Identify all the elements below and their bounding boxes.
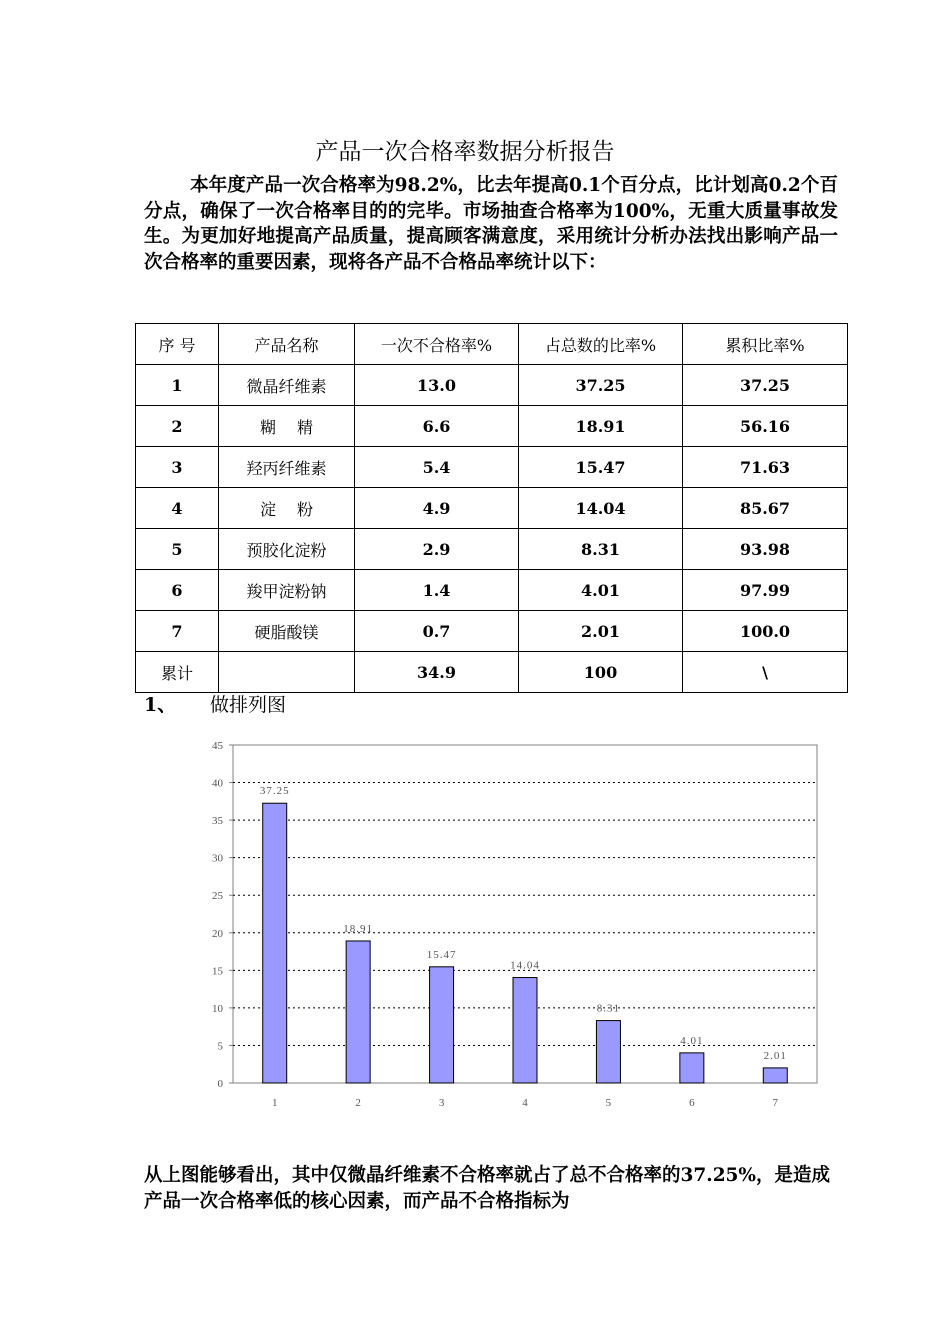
cell-cumulative: 56.16 xyxy=(683,406,848,447)
x-tick-label: 4 xyxy=(522,1097,528,1109)
bar xyxy=(263,803,287,1083)
x-tick-label: 3 xyxy=(438,1097,445,1109)
x-tick-label: 7 xyxy=(772,1097,779,1109)
y-tick-label: 30 xyxy=(212,852,223,865)
table-total-row xyxy=(136,652,848,693)
data-label: 2.01 xyxy=(763,1049,787,1062)
cell-total-defect-rate: 34.9 xyxy=(355,652,519,693)
data-label: 4.01 xyxy=(680,1034,704,1047)
cell-product-name: 羧甲淀粉钠 xyxy=(219,570,355,611)
cell-defect-rate: 13.0 xyxy=(355,365,519,406)
cell-share: 4.01 xyxy=(519,570,683,611)
y-tick-label: 20 xyxy=(212,927,223,940)
cell-defect-rate: 6.6 xyxy=(355,406,519,447)
cell-cumulative: 93.98 xyxy=(683,529,848,570)
cell-defect-rate: 5.4 xyxy=(355,447,519,488)
bar xyxy=(430,967,454,1083)
cell-defect-rate: 2.9 xyxy=(355,529,519,570)
cell-total-label: 累计 xyxy=(136,652,219,693)
header-cumulative: 累积比率% xyxy=(683,324,848,365)
cell-product-name: 糊 精 xyxy=(219,406,355,447)
table-row xyxy=(136,365,848,406)
y-tick-label: 0 xyxy=(217,1078,223,1090)
data-label: 15.47 xyxy=(426,948,457,961)
cell-defect-rate: 1.4 xyxy=(355,570,519,611)
x-tick-label: 2 xyxy=(355,1097,361,1109)
table-row xyxy=(136,488,848,529)
cell-product-name: 淀 粉 xyxy=(219,488,355,529)
cell-share: 15.47 xyxy=(519,447,683,488)
cell-total-cumulative: \ xyxy=(683,652,848,693)
cell-total-name xyxy=(219,652,355,693)
cell-seq: 7 xyxy=(136,611,219,652)
table-row xyxy=(136,570,848,611)
y-tick-label: 45 xyxy=(212,740,223,752)
header-seq: 序 号 xyxy=(136,324,219,365)
bar xyxy=(513,978,537,1083)
cell-total-share: 100 xyxy=(519,652,683,693)
x-tick-label: 1 xyxy=(271,1097,278,1109)
cell-share: 2.01 xyxy=(519,611,683,652)
cell-share: 8.31 xyxy=(519,529,683,570)
header-share: 占总数的比率% xyxy=(519,324,683,365)
y-tick-label: 15 xyxy=(212,965,223,978)
data-label: 8.31 xyxy=(596,1002,621,1015)
bar xyxy=(346,941,370,1083)
y-tick-label: 35 xyxy=(212,815,223,828)
table-row xyxy=(136,529,848,570)
defect-rate-table xyxy=(135,323,848,693)
conclusion-paragraph: 从上图能够看出，其中仅微晶纤维素不合格率就占了总不合格率的37.25%，是造成产品一次合格率低的核心因素，而产品不合格指标为 xyxy=(144,1165,831,1212)
cell-cumulative: 100.0 xyxy=(683,611,848,652)
bar xyxy=(596,1021,620,1083)
y-tick-label: 10 xyxy=(212,1002,223,1015)
cell-seq: 2 xyxy=(136,406,219,447)
cell-seq: 6 xyxy=(136,570,219,611)
cell-share: 18.91 xyxy=(519,406,683,447)
data-label: 14.04 xyxy=(510,959,540,972)
cell-seq: 3 xyxy=(136,447,219,488)
cell-cumulative: 71.63 xyxy=(683,447,848,488)
y-tick-label: 40 xyxy=(212,777,223,790)
y-tick-label: 25 xyxy=(212,890,223,903)
y-tick-label: 5 xyxy=(217,1040,223,1053)
cell-defect-rate: 0.7 xyxy=(355,611,519,652)
intro-paragraph: 本年度产品一次合格率为98.2%，比去年提高0.1个百分点，比计划高0.2个百分点，确保了一次合格率目的的完毕。市场抽查合格率为100%，无重大质量事故发生。为更加好地提高产品质量，提高顾客满意度，采用统计分析办法找出影响产品一次合格率的重要因素，现将各产品不合格品率统计以下： xyxy=(144,175,838,273)
cell-cumulative: 37.25 xyxy=(683,365,848,406)
table-header-row xyxy=(136,324,848,365)
cell-defect-rate: 4.9 xyxy=(355,488,519,529)
cell-product-name: 预胶化淀粉 xyxy=(219,529,355,570)
table-row xyxy=(136,611,848,652)
data-label: 37.25 xyxy=(259,785,290,798)
bar xyxy=(763,1068,787,1083)
cell-seq: 4 xyxy=(136,488,219,529)
pareto-bar-chart xyxy=(195,733,835,1113)
cell-share: 14.04 xyxy=(519,488,683,529)
data-label: 18.91 xyxy=(343,922,374,935)
header-defect-rate: 一次不合格率% xyxy=(355,324,519,365)
cell-cumulative: 97.99 xyxy=(683,570,848,611)
cell-seq: 1 xyxy=(136,365,219,406)
table-row xyxy=(136,406,848,447)
report-title: 产品一次合格率数据分析报告 xyxy=(315,139,615,165)
cell-share: 37.25 xyxy=(519,365,683,406)
bar xyxy=(680,1053,704,1083)
cell-product-name: 硬脂酸镁 xyxy=(219,611,355,652)
section-heading xyxy=(144,690,286,717)
table-row xyxy=(136,447,848,488)
cell-cumulative: 85.67 xyxy=(683,488,848,529)
x-tick-label: 5 xyxy=(605,1097,612,1109)
cell-product-name: 微晶纤维素 xyxy=(219,365,355,406)
header-product-name: 产品名称 xyxy=(219,324,355,365)
section-number: 1、 xyxy=(144,694,177,716)
x-tick-label: 6 xyxy=(689,1097,695,1109)
cell-product-name: 羟丙纤维素 xyxy=(219,447,355,488)
section-text: 做排列图 xyxy=(210,694,287,716)
cell-seq: 5 xyxy=(136,529,219,570)
